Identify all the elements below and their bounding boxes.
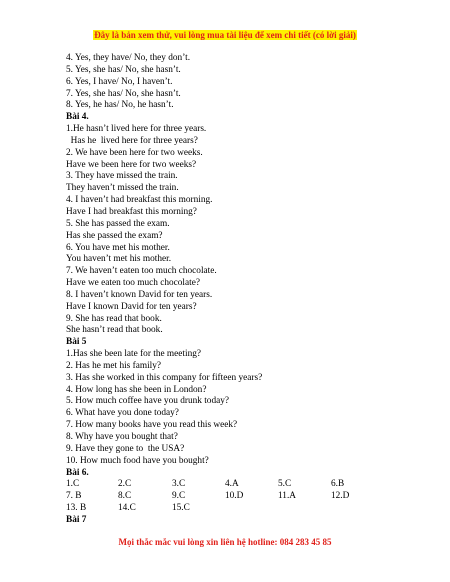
answer-line: 2. Has he met his family? (66, 360, 162, 371)
preview-notice-text: Đây là bản xem thử, vui lòng mua tài liệu để xem chi tiết (có lời giải) (94, 30, 356, 40)
grid-row (66, 479, 396, 491)
section-heading-bai7: Bài 7 (66, 514, 87, 525)
grid-cell: 14.C (118, 503, 136, 514)
answer-line: 7. How many books have you read this week? (66, 420, 238, 431)
answer-line: 1.Has she been late for the meeting? (66, 349, 202, 360)
answer-line: Have we eaten too much chocolate? (66, 278, 200, 289)
answer-line: Has she passed the exam? (66, 230, 163, 241)
grid-cell: 11.A (278, 491, 296, 502)
answer-line: 8. Yes, he has/ No, he hasn’t. (66, 100, 174, 111)
document-body (66, 53, 396, 527)
answer-line: You haven’t met his mother. (66, 254, 172, 265)
grid-cell (331, 503, 371, 515)
answer-line: 4. How long has she been in London? (66, 384, 207, 395)
section-heading: Bài 4. (66, 112, 89, 123)
hotline-notice: Mọi thắc mắc vui lòng xin liên hệ hotline: 084 283 45 85 (118, 537, 332, 547)
grid-cell: 1.C (66, 479, 80, 490)
answer-line: 7. We haven’t eaten too much chocolate. (66, 266, 217, 277)
grid-row (66, 491, 396, 503)
answer-line: 10. How much food have you bought? (66, 455, 209, 466)
grid-cell: 6.B (331, 479, 345, 490)
preview-notice (0, 30, 450, 40)
grid-cell: 7. B (66, 491, 82, 502)
answer-line: 9. Have they gone to the USA? (66, 443, 185, 454)
answer-line: 8. Why have you bought that? (66, 432, 178, 442)
answer-line: 9. She has read that book. (66, 313, 162, 324)
answer-line: 1.He hasn’t lived here for three years. (66, 124, 207, 135)
section-heading: Bài 6. (66, 467, 89, 478)
answer-line: They haven’t missed the train. (66, 183, 179, 194)
grid-cell: 10.D (225, 491, 244, 502)
answer-line: 3. They have missed the train. (66, 171, 178, 182)
answer-line: 6. What have you done today? (66, 408, 179, 419)
answer-line: 8. I haven’t known David for ten years. (66, 289, 213, 300)
section-heading: Bài 5 (66, 337, 87, 348)
grid-cell: 13. B (66, 503, 87, 514)
grid-cell: 5.C (278, 479, 292, 490)
answer-line: Have I known David for ten years? (66, 301, 197, 312)
answer-line: 6. You have met his mother. (66, 242, 170, 253)
answer-line: 3. Has she worked in this company for fifteen years? (66, 372, 263, 383)
grid-row (66, 503, 396, 515)
answer-lines (66, 53, 396, 479)
grid-cell: 2.C (118, 479, 132, 490)
bai6-answer-grid (66, 479, 396, 515)
answer-line: 4. Yes, they have/ No, they don’t. (66, 53, 191, 63)
grid-cell: 12.D (331, 491, 350, 502)
answer-line: 2. We have been here for two weeks. (66, 147, 203, 158)
answer-line: 7. Yes, she has/ No, she hasn’t. (66, 88, 181, 99)
answer-line: 4. I haven’t had breakfast this morning. (66, 195, 213, 206)
grid-cell: 9.C (172, 491, 186, 502)
answer-line: Have I had breakfast this morning? (66, 206, 197, 217)
answer-line: 5. How much coffee have you drunk today? (66, 396, 229, 407)
answer-line: Have we been here for two weeks? (66, 159, 197, 170)
grid-cell (278, 503, 331, 515)
grid-cell: 3.C (172, 479, 186, 490)
grid-cell: 8.C (118, 491, 132, 502)
answer-line: 5. Yes, she has/ No, she hasn’t. (66, 64, 181, 75)
grid-cell: 15.C (172, 503, 190, 514)
answer-line: 5. She has passed the exam. (66, 218, 170, 229)
grid-cell (225, 503, 278, 515)
answer-line: 6. Yes, I have/ No, I haven’t. (66, 76, 173, 87)
grid-cell: 4.A (225, 479, 239, 490)
answer-line: Has he lived here for three years? (66, 135, 198, 146)
answer-line: She hasn’t read that book. (66, 325, 163, 336)
